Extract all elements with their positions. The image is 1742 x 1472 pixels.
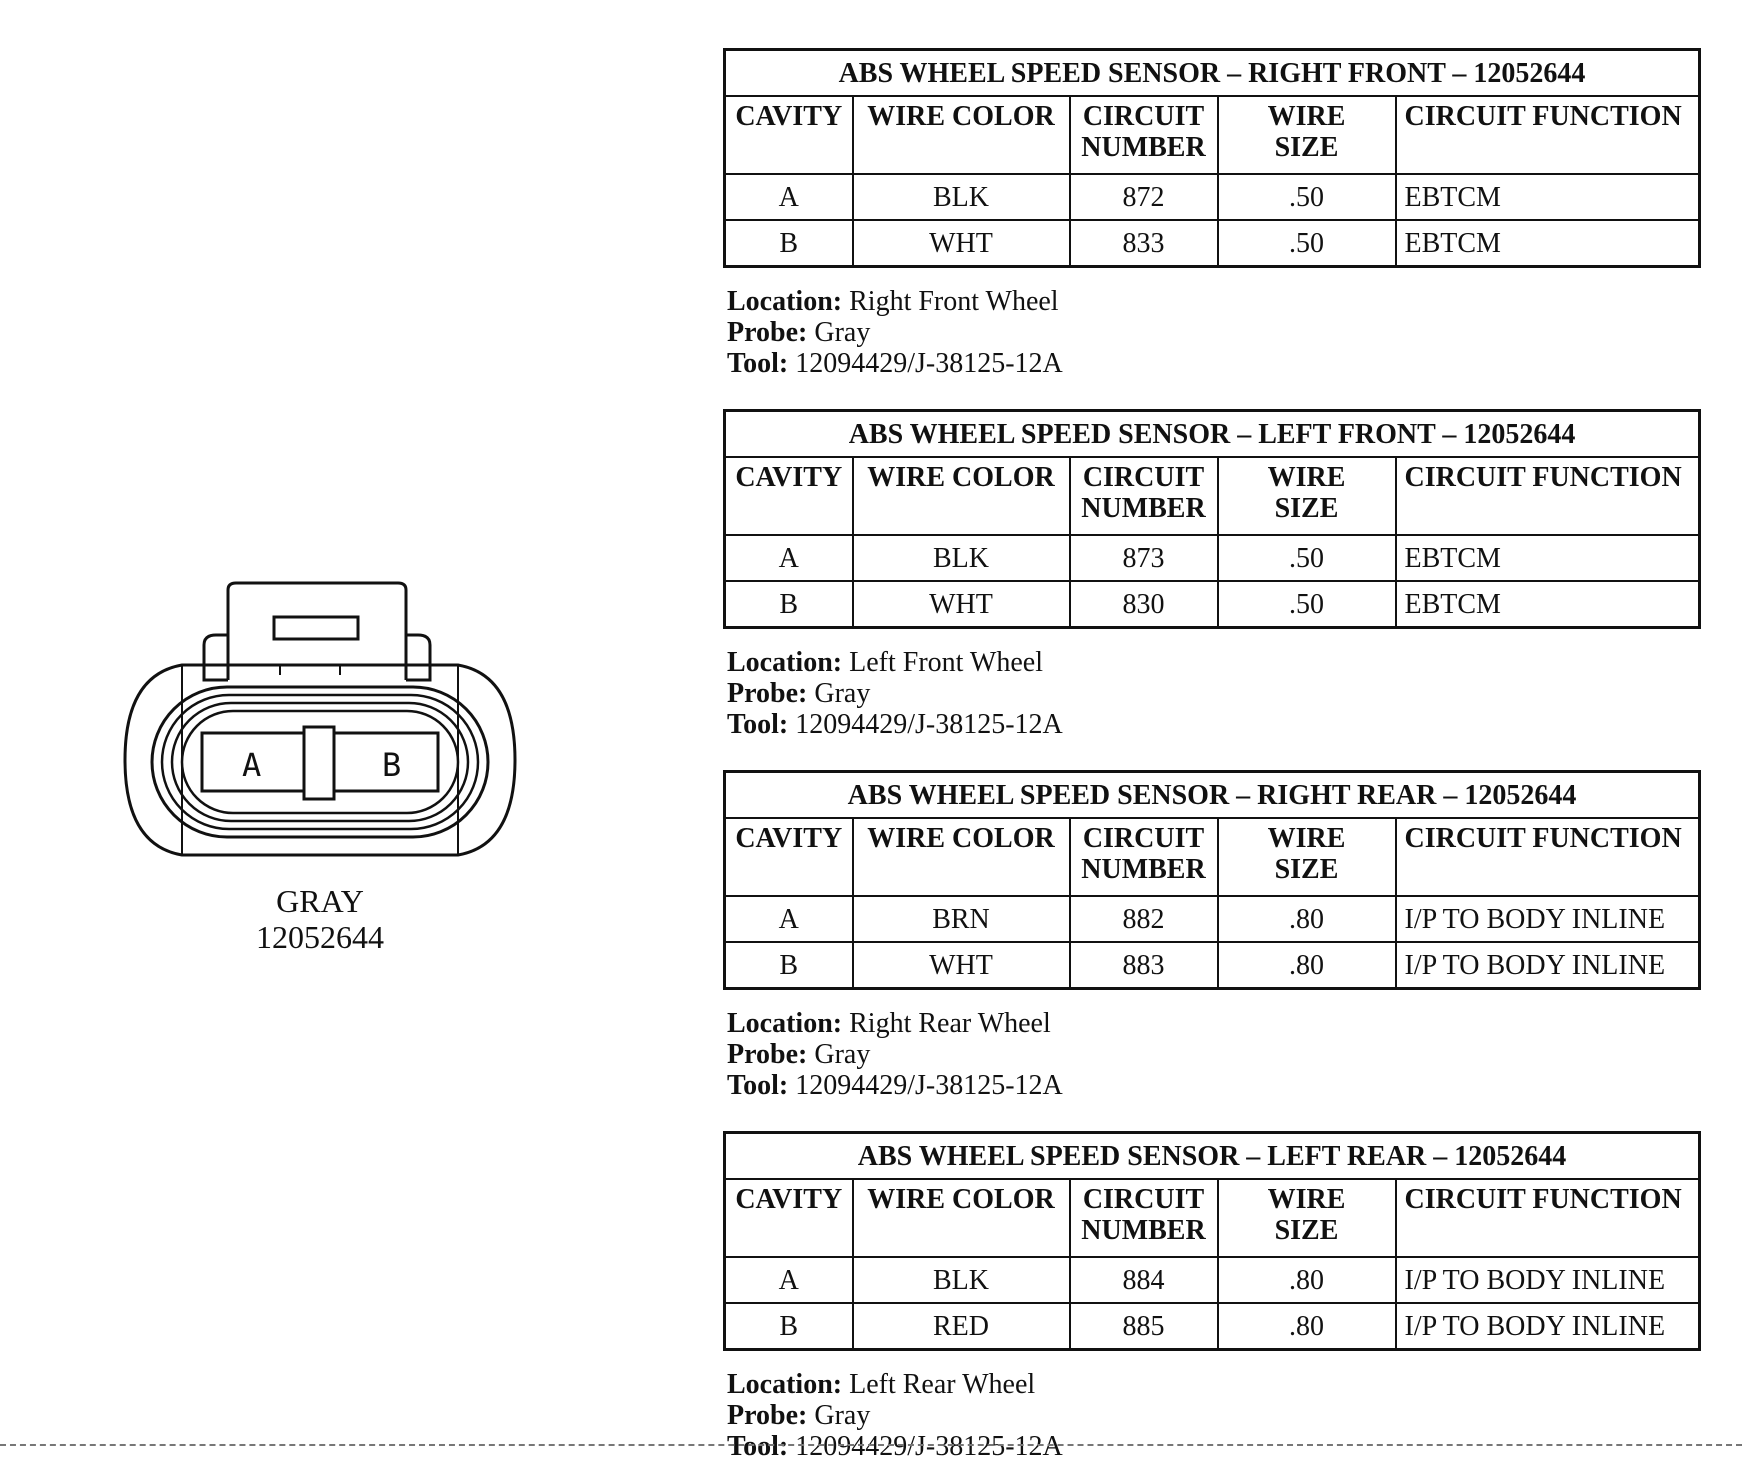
cell-wire-color: RED bbox=[853, 1303, 1070, 1350]
pinout-table bbox=[723, 770, 1701, 990]
cell-circuit-function: EBTCM bbox=[1396, 174, 1700, 220]
tool-line: Tool: 12094429/J-38125-12A bbox=[727, 1431, 1063, 1462]
cell-circuit-function: I/P TO BODY INLINE bbox=[1396, 1303, 1700, 1350]
sensor-section-left-front bbox=[723, 409, 1698, 740]
table-title: ABS WHEEL SPEED SENSOR – RIGHT REAR – 12052644 bbox=[725, 772, 1700, 819]
location-line: Location: Left Rear Wheel bbox=[727, 1369, 1036, 1400]
header-cavity: CAVITY bbox=[725, 818, 853, 896]
table-header-row bbox=[725, 1179, 1700, 1257]
tool-value: 12094429/J-38125-12A bbox=[795, 1431, 1063, 1462]
table-title: ABS WHEEL SPEED SENSOR – LEFT REAR – 12052644 bbox=[725, 1133, 1700, 1180]
cell-wire-size: .80 bbox=[1218, 1257, 1396, 1303]
header-wire-size: WIRE SIZE bbox=[1218, 457, 1396, 535]
cell-circuit-number: 833 bbox=[1070, 220, 1218, 267]
probe-value: Gray bbox=[814, 678, 871, 709]
probe-line: Probe: Gray bbox=[727, 317, 871, 348]
tool-value: 12094429/J-38125-12A bbox=[795, 348, 1063, 379]
tool-line: Tool: 12094429/J-38125-12A bbox=[727, 348, 1063, 379]
header-circuit-number: CIRCUIT NUMBER bbox=[1070, 1179, 1218, 1257]
header-circuit-function: CIRCUIT FUNCTION bbox=[1396, 96, 1700, 174]
header-circuit-function: CIRCUIT FUNCTION bbox=[1396, 1179, 1700, 1257]
connector-figure bbox=[120, 575, 520, 955]
sensor-section-right-front bbox=[723, 48, 1698, 379]
connector-tab-slot bbox=[274, 617, 358, 639]
connector-face-diagram bbox=[120, 575, 520, 865]
header-cavity: CAVITY bbox=[725, 96, 853, 174]
header-cavity: CAVITY bbox=[725, 457, 853, 535]
table-row bbox=[725, 220, 1700, 267]
connector-part-number: 12052644 bbox=[256, 919, 384, 955]
header-circuit-function: CIRCUIT FUNCTION bbox=[1396, 818, 1700, 896]
cell-circuit-function: EBTCM bbox=[1396, 581, 1700, 628]
cell-circuit-number: 885 bbox=[1070, 1303, 1218, 1350]
cell-cavity: A bbox=[725, 896, 853, 942]
cell-circuit-function: EBTCM bbox=[1396, 220, 1700, 267]
pinout-tables bbox=[723, 48, 1698, 1462]
location-line: Location: Right Front Wheel bbox=[727, 286, 1059, 317]
table-header-row bbox=[725, 96, 1700, 174]
cell-circuit-function: I/P TO BODY INLINE bbox=[1396, 942, 1700, 989]
location-value: Right Rear Wheel bbox=[849, 1008, 1051, 1039]
header-wire-size: WIRE SIZE bbox=[1218, 1179, 1396, 1257]
pinout-table bbox=[723, 409, 1701, 629]
connector-info bbox=[723, 1369, 1698, 1462]
connector-caption bbox=[120, 883, 520, 955]
cell-wire-size: .80 bbox=[1218, 942, 1396, 989]
header-wire-color: WIRE COLOR bbox=[853, 818, 1070, 896]
location-value: Left Front Wheel bbox=[849, 647, 1043, 678]
tool-line: Tool: 12094429/J-38125-12A bbox=[727, 709, 1063, 740]
connector-color: GRAY bbox=[276, 883, 364, 919]
probe-value: Gray bbox=[814, 1400, 871, 1431]
cell-cavity: B bbox=[725, 942, 853, 989]
cell-wire-size: .80 bbox=[1218, 1303, 1396, 1350]
header-cavity: CAVITY bbox=[725, 1179, 853, 1257]
table-row bbox=[725, 174, 1700, 220]
header-wire-color: WIRE COLOR bbox=[853, 1179, 1070, 1257]
cell-circuit-number: 872 bbox=[1070, 174, 1218, 220]
cell-circuit-function: I/P TO BODY INLINE bbox=[1396, 1257, 1700, 1303]
location-value: Left Rear Wheel bbox=[849, 1369, 1036, 1400]
header-wire-size: WIRE SIZE bbox=[1218, 818, 1396, 896]
tool-value: 12094429/J-38125-12A bbox=[795, 709, 1063, 740]
cell-circuit-number: 884 bbox=[1070, 1257, 1218, 1303]
table-header-row bbox=[725, 818, 1700, 896]
cell-circuit-number: 873 bbox=[1070, 535, 1218, 581]
probe-line: Probe: Gray bbox=[727, 1039, 871, 1070]
cell-circuit-function: I/P TO BODY INLINE bbox=[1396, 896, 1700, 942]
cell-wire-size: .50 bbox=[1218, 220, 1396, 267]
cell-cavity: A bbox=[725, 1257, 853, 1303]
cell-wire-color: WHT bbox=[853, 942, 1070, 989]
table-row bbox=[725, 896, 1700, 942]
header-wire-color: WIRE COLOR bbox=[853, 457, 1070, 535]
table-row bbox=[725, 581, 1700, 628]
cell-wire-size: .80 bbox=[1218, 896, 1396, 942]
header-circuit-number: CIRCUIT NUMBER bbox=[1070, 457, 1218, 535]
connector-info bbox=[723, 1008, 1698, 1101]
cell-cavity: A bbox=[725, 535, 853, 581]
header-wire-color: WIRE COLOR bbox=[853, 96, 1070, 174]
table-row bbox=[725, 1257, 1700, 1303]
sensor-section-left-rear bbox=[723, 1131, 1698, 1462]
table-row bbox=[725, 1303, 1700, 1350]
table-row bbox=[725, 535, 1700, 581]
header-circuit-number: CIRCUIT NUMBER bbox=[1070, 818, 1218, 896]
cavity-label-b: B bbox=[382, 746, 402, 784]
pinout-table bbox=[723, 1131, 1701, 1351]
connector-info bbox=[723, 647, 1698, 740]
location-line: Location: Left Front Wheel bbox=[727, 647, 1043, 678]
tool-line: Tool: 12094429/J-38125-12A bbox=[727, 1070, 1063, 1101]
cell-wire-color: WHT bbox=[853, 220, 1070, 267]
page-bottom-divider bbox=[0, 1444, 1742, 1446]
table-header-row bbox=[725, 457, 1700, 535]
cell-wire-color: WHT bbox=[853, 581, 1070, 628]
connector-info bbox=[723, 286, 1698, 379]
cell-cavity: B bbox=[725, 1303, 853, 1350]
table-title: ABS WHEEL SPEED SENSOR – RIGHT FRONT – 12052644 bbox=[725, 50, 1700, 97]
location-value: Right Front Wheel bbox=[849, 286, 1059, 317]
cell-wire-color: BLK bbox=[853, 1257, 1070, 1303]
probe-line: Probe: Gray bbox=[727, 1400, 871, 1431]
cell-wire-color: BLK bbox=[853, 535, 1070, 581]
table-title: ABS WHEEL SPEED SENSOR – LEFT FRONT – 12052644 bbox=[725, 411, 1700, 458]
cell-circuit-function: EBTCM bbox=[1396, 535, 1700, 581]
header-circuit-function: CIRCUIT FUNCTION bbox=[1396, 457, 1700, 535]
pinout-table bbox=[723, 48, 1701, 268]
cell-wire-color: BLK bbox=[853, 174, 1070, 220]
cell-circuit-number: 883 bbox=[1070, 942, 1218, 989]
cavity-label-a: A bbox=[242, 746, 262, 784]
cell-wire-size: .50 bbox=[1218, 535, 1396, 581]
cell-cavity: B bbox=[725, 581, 853, 628]
probe-value: Gray bbox=[814, 1039, 871, 1070]
cell-wire-size: .50 bbox=[1218, 174, 1396, 220]
cell-wire-color: BRN bbox=[853, 896, 1070, 942]
header-circuit-number: CIRCUIT NUMBER bbox=[1070, 96, 1218, 174]
cell-circuit-number: 882 bbox=[1070, 896, 1218, 942]
probe-line: Probe: Gray bbox=[727, 678, 871, 709]
cell-cavity: A bbox=[725, 174, 853, 220]
probe-value: Gray bbox=[814, 317, 871, 348]
sensor-section-right-rear bbox=[723, 770, 1698, 1101]
tool-value: 12094429/J-38125-12A bbox=[795, 1070, 1063, 1101]
cell-cavity: B bbox=[725, 220, 853, 267]
cell-wire-size: .50 bbox=[1218, 581, 1396, 628]
location-line: Location: Right Rear Wheel bbox=[727, 1008, 1051, 1039]
table-row bbox=[725, 942, 1700, 989]
cell-circuit-number: 830 bbox=[1070, 581, 1218, 628]
header-wire-size: WIRE SIZE bbox=[1218, 96, 1396, 174]
